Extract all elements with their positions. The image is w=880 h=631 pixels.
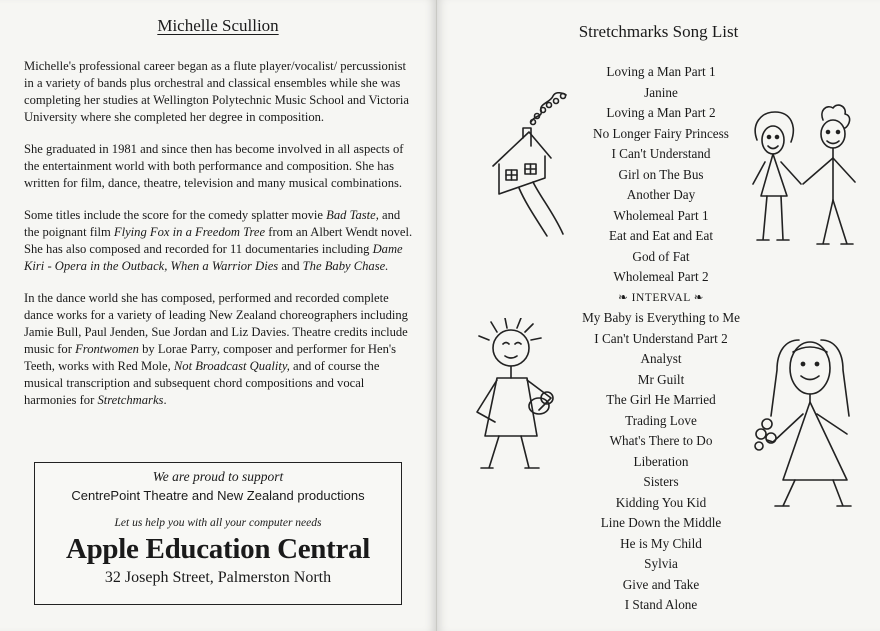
bio-paragraph [24, 141, 414, 192]
italic-title: Stretchmarks [97, 393, 164, 407]
song-item: God of Fat [632, 248, 690, 264]
stick-woman-with-flowers-doodle [747, 330, 873, 520]
stick-mother-with-baby-doodle [467, 318, 587, 478]
song-item: Wholemeal Part 2 [613, 269, 709, 284]
sponsor-advertisement [34, 462, 402, 605]
song-item: Line Down the Middle [600, 515, 722, 530]
bio-text: Some titles include the score for the comedy splatter movie [24, 208, 327, 222]
bio-text: In the dance world she has composed, performed and recorded complete dance works for a variety of leading New Zealand choreographers including Jamie Bull, Paul Jenden, Sue Jordan and Liz Davies. Theatre credits include music for [24, 291, 408, 356]
ad-company-name: Apple Education Central [65, 533, 371, 565]
italic-title: Bad Taste, [326, 208, 379, 222]
song-item: Wholemeal Part 1 [613, 207, 709, 223]
italic-title: Frontwomen [75, 342, 139, 356]
song-item: Analyst [640, 351, 682, 366]
bio-text: and [278, 259, 303, 273]
bio-text: . [163, 393, 167, 407]
bio-text: and of course the musical transcription and subsequent chord compositions and vocal harmonies for [24, 359, 380, 407]
bio-text: by Lorae Parry, composer and performer for Hen's Teeth, works with Red Mole, [24, 342, 397, 373]
song-item: I Can't Understand [611, 146, 711, 161]
song-item: I Can't Understand Part 2 [594, 330, 728, 346]
bio-text: and the poignant film [24, 208, 401, 239]
italic-title: The Baby Chase. [302, 259, 389, 273]
song-item: Give and Take [622, 576, 700, 592]
song-item: Liberation [633, 453, 689, 469]
ad-support-line: We are proud to support [152, 469, 284, 484]
song-item: Eat and Eat and Eat [609, 228, 713, 243]
ad-address: 32 Joseph Street, Palmerston North [104, 569, 332, 586]
ad-help-line: Let us help you with all your computer needs [114, 517, 322, 529]
song-item: Sisters [643, 474, 679, 489]
ad-support-sub: CentrePoint Theatre and New Zealand productions [71, 488, 365, 503]
bio-paragraph [24, 207, 414, 275]
italic-title: Not Broadcast Quality, [173, 359, 290, 373]
bio-text: She graduated in 1981 and since then has become involved in all aspects of the entertainment world with both performance and composition. She has written for film, dance, theatre, television and many musical combinations. [24, 142, 404, 190]
song-item: What's There to Do [609, 433, 713, 448]
song-item: Kidding You Kid [615, 494, 707, 510]
song-item: My Baby is Everything to Me [582, 310, 740, 325]
song-item: Mr Guilt [637, 371, 685, 387]
song-item: He is My Child [620, 535, 702, 551]
song-item: Loving a Man Part 1 [606, 64, 716, 79]
bio-paragraph [24, 290, 414, 409]
bio-text: Michelle's professional career began as a flute player/vocalist/ percussionist in a variety of bands plus orchestral and classical ensembles while she was completing her studies at Wellington Polytechnic Music School and Victoria University where she completed her degree in composition. [24, 59, 409, 124]
house-doodle [473, 92, 593, 242]
right-page [437, 0, 880, 631]
song-item: Sylvia [644, 556, 678, 571]
song-item: Trading Love [625, 412, 697, 428]
left-page [0, 0, 437, 631]
bio-paragraph [24, 58, 414, 126]
song-item: No Longer Fairy Princess [593, 125, 729, 141]
biography-text [24, 58, 414, 424]
italic-title: Flying Fox in a Freedom Tree [113, 225, 266, 239]
page-title-left: Michelle Scullion [157, 16, 279, 35]
song-item: The Girl He Married [606, 392, 716, 407]
interval-marker: ❧ INTERVAL ❧ [618, 291, 704, 304]
bio-text: from an Albert Wendt novel. She has also composed and recorded for 11 documentaries including [24, 225, 413, 256]
song-item: I Stand Alone [624, 597, 698, 612]
song-item: Janine [644, 84, 678, 100]
italic-title: Dame Kiri - Opera in the Outback, When a Warrior Dies [24, 242, 403, 273]
song-item: Girl on The Bus [618, 166, 704, 182]
song-item: Another Day [626, 187, 696, 202]
song-item: Loving a Man Part 2 [606, 105, 716, 120]
stick-couple-doodle [749, 100, 867, 260]
page-title-right: Stretchmarks Song List [578, 22, 739, 41]
